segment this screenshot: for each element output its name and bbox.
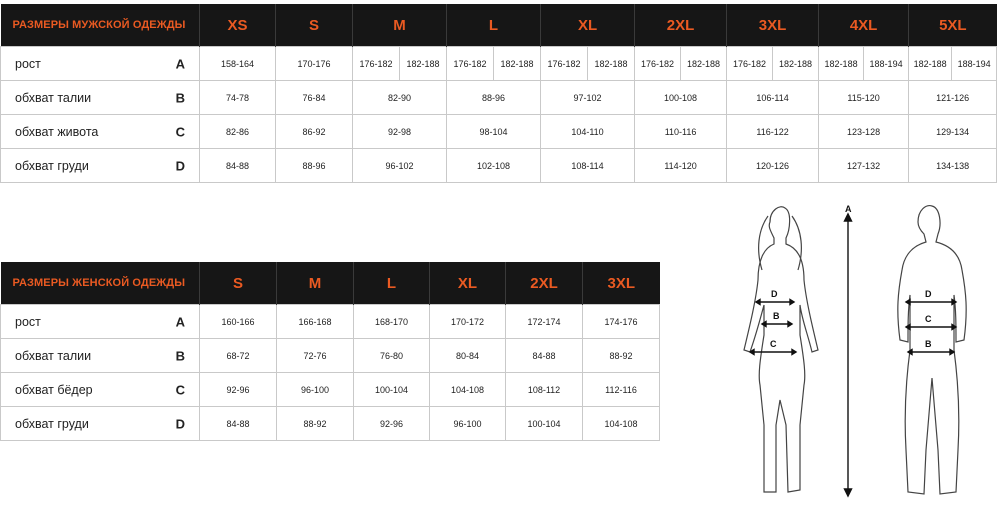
measurement-letter: A (175, 314, 185, 329)
size-value-cell: 115-120 (819, 81, 909, 115)
size-value-cell: 176-182 (447, 47, 494, 81)
size-value-cell: 166-168 (277, 305, 354, 339)
size-value-cell: 72-76 (277, 339, 354, 373)
measurement-label: обхват груди (15, 158, 89, 173)
mens-size-table (0, 4, 997, 183)
size-value-cell: 104-108 (583, 407, 660, 441)
measurement-letter: C (175, 124, 185, 139)
size-value-cell: 120-126 (727, 149, 819, 183)
size-value-cell: 182-188 (681, 47, 727, 81)
size-value-cell: 88-92 (277, 407, 354, 441)
size-value-cell: 174-176 (583, 305, 660, 339)
size-header: M (277, 262, 354, 305)
size-header: XL (541, 4, 635, 47)
size-value-cell: 88-96 (447, 81, 541, 115)
size-header: 4XL (819, 4, 909, 47)
men-table-title: РАЗМЕРЫ МУЖСКОЙ ОДЕЖДЫ (1, 4, 200, 47)
measurement-row (1, 115, 997, 149)
size-value-cell: 176-182 (727, 47, 773, 81)
size-value-cell: 86-92 (276, 115, 353, 149)
size-value-cell: 98-104 (447, 115, 541, 149)
size-value-cell: 188-194 (864, 47, 909, 81)
size-value-cell: 108-112 (506, 373, 583, 407)
size-header: 3XL (727, 4, 819, 47)
size-value-cell: 100-104 (354, 373, 430, 407)
measurement-label-cell (1, 115, 200, 149)
measurement-row (1, 373, 660, 407)
size-value-cell: 100-108 (635, 81, 727, 115)
size-value-cell: 172-174 (506, 305, 583, 339)
male-waist-letter: B (925, 339, 932, 349)
size-value-cell: 74-78 (200, 81, 276, 115)
size-header: 2XL (506, 262, 583, 305)
size-value-cell: 182-188 (400, 47, 447, 81)
measurement-label: обхват талии (15, 348, 92, 363)
size-value-cell: 96-102 (353, 149, 447, 183)
measurement-label-cell (1, 407, 200, 441)
size-value-cell: 170-176 (276, 47, 353, 81)
size-value-cell: 96-100 (277, 373, 354, 407)
size-value-cell: 76-84 (276, 81, 353, 115)
size-value-cell: 88-96 (276, 149, 353, 183)
size-value-cell: 92-98 (353, 115, 447, 149)
measurement-letter: D (175, 416, 185, 431)
measurement-label-cell (1, 47, 200, 81)
size-header: XS (200, 4, 276, 47)
size-value-cell: 114-120 (635, 149, 727, 183)
measurement-row (1, 47, 997, 81)
size-value-cell: 100-104 (506, 407, 583, 441)
size-value-cell: 84-88 (200, 407, 277, 441)
measurement-label-cell (1, 339, 200, 373)
measurement-label-cell (1, 373, 200, 407)
male-chest-letter: D (925, 289, 932, 299)
size-value-cell: 129-134 (909, 115, 997, 149)
size-value-cell: 106-114 (727, 81, 819, 115)
measurement-row (1, 407, 660, 441)
size-value-cell: 92-96 (200, 373, 277, 407)
measurement-row (1, 305, 660, 339)
size-header: XL (430, 262, 506, 305)
measurement-label: обхват груди (15, 416, 89, 431)
size-header: S (200, 262, 277, 305)
size-value-cell: 76-80 (354, 339, 430, 373)
body-measurement-diagram (720, 200, 1000, 505)
height-arrow (845, 214, 852, 496)
height-letter: A (845, 204, 852, 214)
measurement-label: обхват живота (15, 124, 99, 139)
measurement-row (1, 339, 660, 373)
womens-header-row (1, 262, 660, 305)
size-value-cell: 170-172 (430, 305, 506, 339)
female-hips-letter: C (770, 339, 777, 349)
size-value-cell: 158-164 (200, 47, 276, 81)
size-value-cell: 176-182 (353, 47, 400, 81)
size-value-cell: 84-88 (506, 339, 583, 373)
measurement-letter: D (175, 158, 185, 173)
size-value-cell: 96-100 (430, 407, 506, 441)
female-silhouette (744, 207, 818, 492)
size-value-cell: 116-122 (727, 115, 819, 149)
size-value-cell: 88-92 (583, 339, 660, 373)
female-chest-letter: D (771, 289, 778, 299)
measurement-letter: B (175, 90, 185, 105)
size-header: L (447, 4, 541, 47)
size-value-cell: 182-188 (588, 47, 635, 81)
measurement-label-cell (1, 305, 200, 339)
size-value-cell: 182-188 (773, 47, 819, 81)
measurement-label: рост (15, 314, 41, 329)
measurement-label: обхват бёдер (15, 382, 93, 397)
measurement-row (1, 149, 997, 183)
measurement-label: обхват талии (15, 90, 92, 105)
size-value-cell: 102-108 (447, 149, 541, 183)
size-header: 3XL (583, 262, 660, 305)
size-value-cell: 104-108 (430, 373, 506, 407)
size-header: M (353, 4, 447, 47)
size-value-cell: 82-90 (353, 81, 447, 115)
male-belly-letter: C (925, 314, 932, 324)
women-table-title: РАЗМЕРЫ ЖЕНСКОЙ ОДЕЖДЫ (1, 262, 200, 305)
measurement-label-cell (1, 81, 200, 115)
size-value-cell: 188-194 (952, 47, 997, 81)
measurement-letter: C (175, 382, 185, 397)
size-value-cell: 127-132 (819, 149, 909, 183)
size-header: L (354, 262, 430, 305)
size-value-cell: 92-96 (354, 407, 430, 441)
size-value-cell: 104-110 (541, 115, 635, 149)
size-value-cell: 82-86 (200, 115, 276, 149)
size-header: 5XL (909, 4, 997, 47)
size-value-cell: 123-128 (819, 115, 909, 149)
measurement-label-cell (1, 149, 200, 183)
size-value-cell: 110-116 (635, 115, 727, 149)
size-value-cell: 134-138 (909, 149, 997, 183)
measurement-letter: B (175, 348, 185, 363)
size-value-cell: 108-114 (541, 149, 635, 183)
size-value-cell: 182-188 (494, 47, 541, 81)
female-waist-letter: B (773, 311, 780, 321)
measurement-letter: A (175, 56, 185, 71)
size-value-cell: 121-126 (909, 81, 997, 115)
size-value-cell: 97-102 (541, 81, 635, 115)
size-header: S (276, 4, 353, 47)
size-value-cell: 176-182 (635, 47, 681, 81)
measurement-label: рост (15, 56, 41, 71)
size-value-cell: 112-116 (583, 373, 660, 407)
measurement-row (1, 81, 997, 115)
size-value-cell: 84-88 (200, 149, 276, 183)
size-value-cell: 176-182 (541, 47, 588, 81)
size-value-cell: 182-188 (819, 47, 864, 81)
size-value-cell: 168-170 (354, 305, 430, 339)
size-value-cell: 80-84 (430, 339, 506, 373)
mens-header-row (1, 4, 997, 47)
womens-size-table (0, 262, 660, 441)
size-value-cell: 160-166 (200, 305, 277, 339)
size-value-cell: 68-72 (200, 339, 277, 373)
male-silhouette (898, 206, 966, 494)
size-header: 2XL (635, 4, 727, 47)
size-value-cell: 182-188 (909, 47, 952, 81)
